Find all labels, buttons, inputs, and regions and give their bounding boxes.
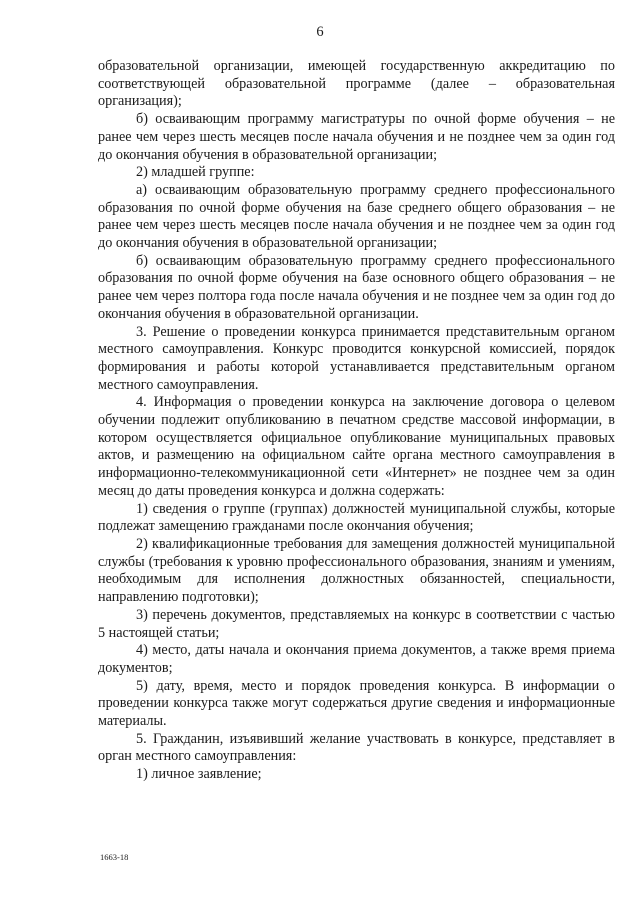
paragraph: 5. Гражданин, изъявивший желание участвовать в конкурсе, представляет в орган местного самоуправления: (98, 730, 615, 765)
paragraph: 2) младшей группе: (136, 164, 255, 181)
page-number: 6 (316, 24, 324, 40)
paragraph: 3) перечень документов, представляемых на конкурс в соответствии с частью 5 настоящей статьи; (98, 606, 615, 641)
paragraph: 1) сведения о группе (группах) должностей муниципальной службы, которые подлежат замещению гражданами после окончания обучения; (98, 500, 615, 535)
paragraph: а) осваивающим образовательную программу среднего профессионального образования по очной форме обучения на базе среднего общего образования – не ранее чем через шесть месяцев после начала обучения и не позднее чем за один год до окончания обучения в образовательной организации; (98, 181, 615, 252)
paragraph: б) осваивающим программу магистратуры по очной форме обучения – не ранее чем через шесть месяцев после начала обучения и не позднее чем за один год до окончания обучения в образовательной организации; (98, 111, 615, 163)
paragraph: 1) личное заявление; (136, 766, 262, 783)
paragraph: б) осваивающим образовательную программу среднего профессионального образования по очной форме обучения на базе основного общего образования – не ранее чем через полтора года после начала обучения и не позднее чем за один год до окончания обучения в образовательной организации. (98, 252, 615, 322)
paragraph: образовательной организации, имеющей государственную аккредитацию по соответствующей образовательной программе (далее – образовательная организация); (98, 58, 615, 110)
paragraph: 5) дату, время, место и порядок проведения конкурса. В информации о проведении конкурса также могут содержаться другие сведения и информационные материалы. (98, 677, 615, 730)
document-body (98, 58, 615, 784)
paragraph: 4. Информация о проведении конкурса на заключение договора о целевом обучении подлежит опубликованию в печатном средстве массовой информации, в котором осуществляется официальное опубликование муниципальных правовых актов, и размещению на официальном сайте органа местного самоуправления в информационно-телекоммуникационной сети «Интернет» не позднее чем за один месяц до даты проведения конкурса и должна содержать: (98, 394, 615, 499)
paragraph: 3. Решение о проведении конкурса принимается представительным органом местного самоуправления. Конкурс проводится конкурсной комиссией, порядок формирования и работы которой устанавливается представительным органом местного самоуправления. (98, 323, 615, 393)
document-code: 1663-18 (100, 852, 129, 862)
paragraph: 2) квалификационные требования для замещения должностей муниципальной службы (требования к уровню профессионального образования, знаниям и умениям, необходимым для исполнения должностных обязанностей, специальности, направлению подготовки); (98, 535, 615, 606)
paragraph: 4) место, даты начала и окончания приема документов, а также время приема документов; (98, 642, 615, 676)
